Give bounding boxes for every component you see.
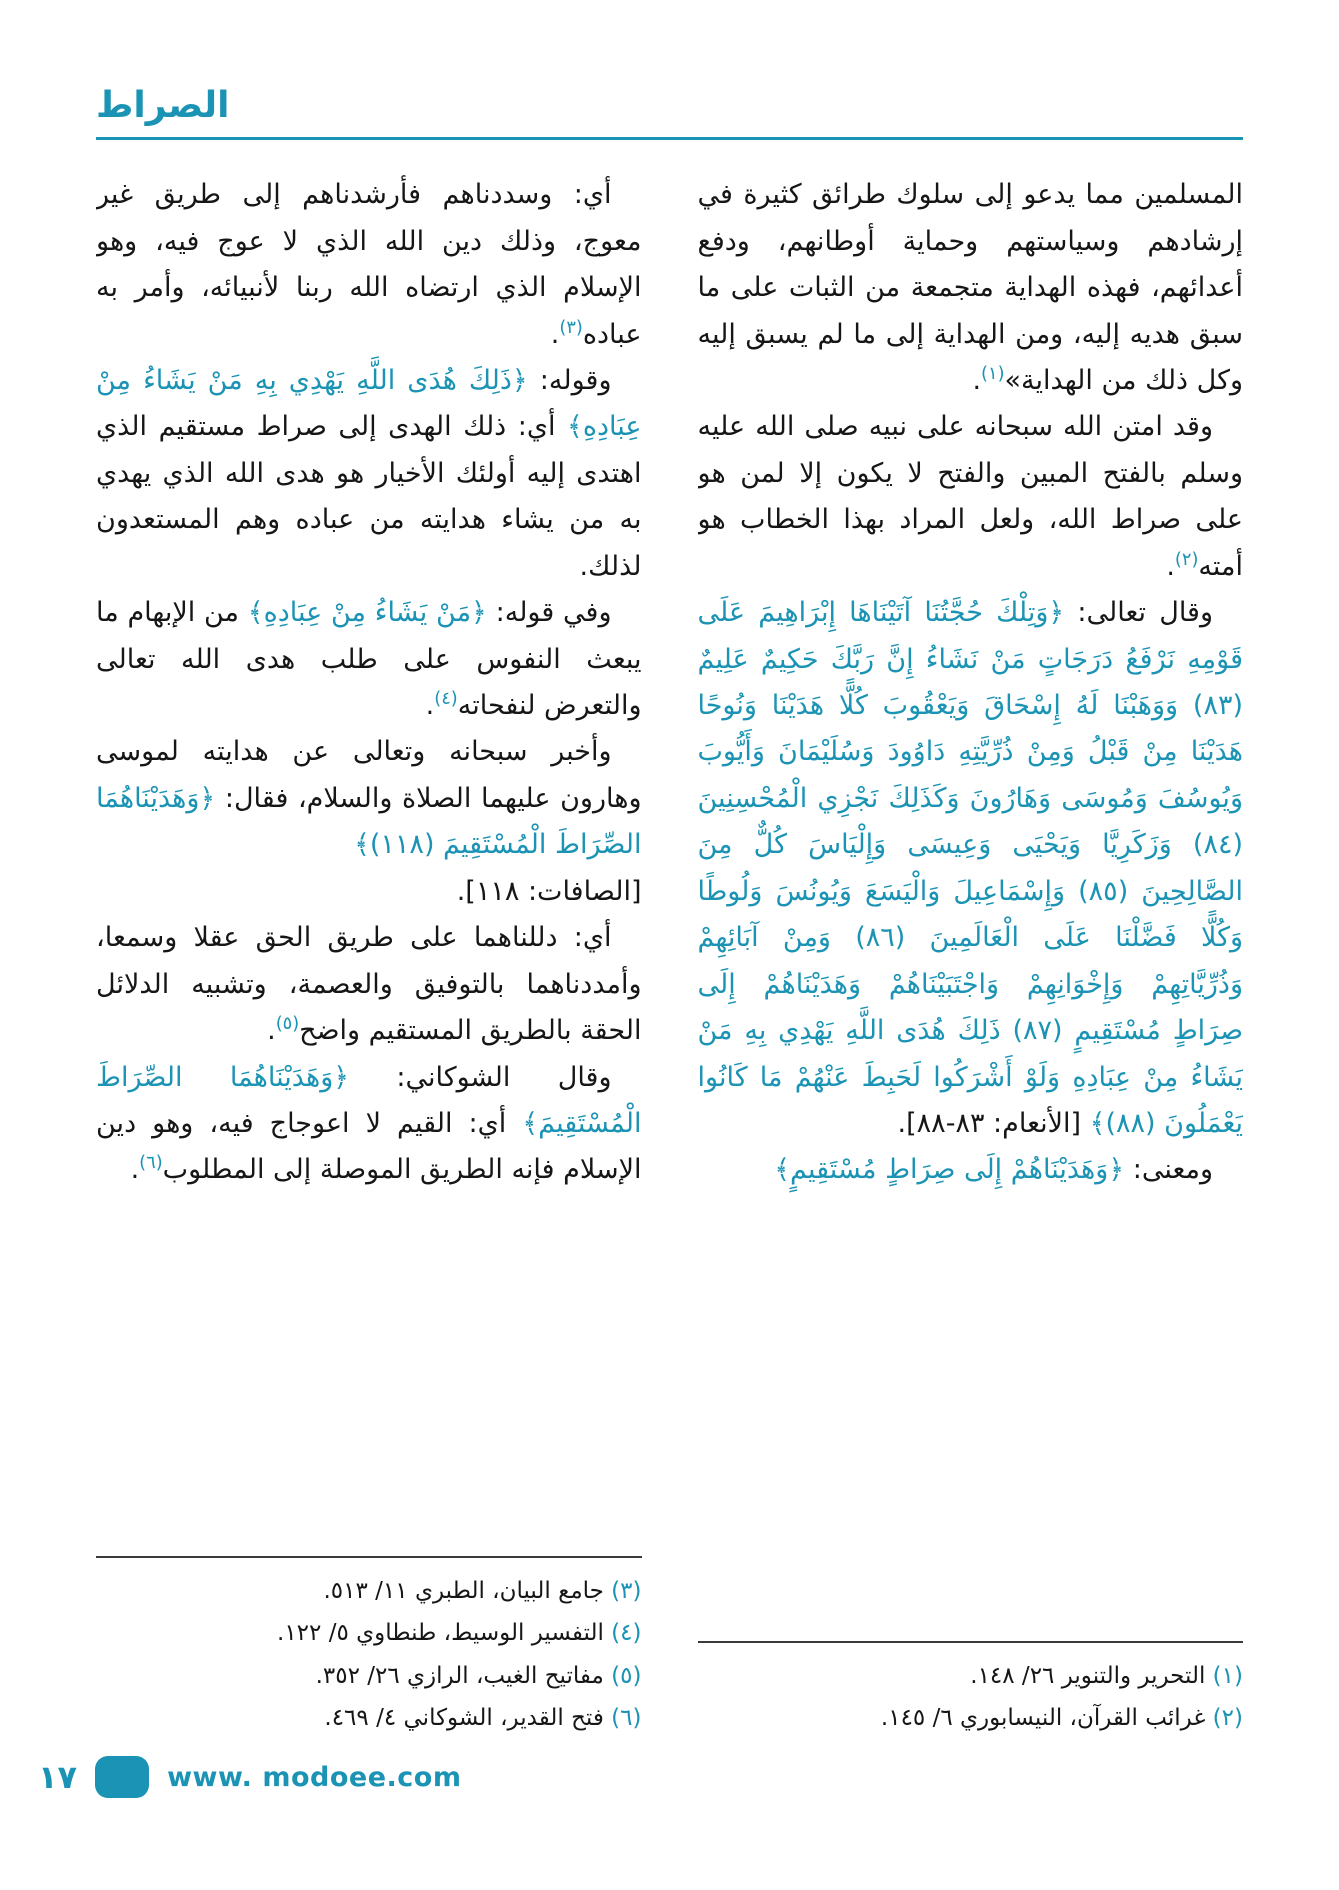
quran-text: ﴿ذَلِكَ هُدَى اللَّهِ يَهْدِي بِهِ مَنْ يَشَاءُ مِنْ عِبَادِهِ﴾ <box>96 364 642 443</box>
footnote-text: فتح القدير، الشوكاني ٤/ ٤٦٩. <box>324 1705 604 1732</box>
column-left <box>96 172 642 1740</box>
footnote-number: (٦) <box>603 1705 642 1732</box>
footnote-text: مفاتيح الغيب، الرازي ٢٦/ ٣٥٢. <box>315 1662 604 1689</box>
body-text: وقد امتن الله سبحانه على نبيه صلى الله عليه وسلم بالفتح المبين والفتح لا يكون إلا لمن هو على صراط الله، ولعل المراد بهذا الخطاب هو أمته <box>697 411 1243 582</box>
body-text: [الصافات: ١١٨]. <box>456 875 642 907</box>
footnote-number: (٣) <box>603 1577 642 1604</box>
footnote <box>698 1655 1244 1698</box>
footnotes-right <box>698 1637 1244 1740</box>
quran-text: ﴿وَهَدَيْنَاهُمَا الصِّرَاطَ الْمُسْتَقِيمَ (١١٨)﴾ <box>96 782 642 861</box>
body-text: . <box>130 1154 140 1186</box>
quran-text: ﴿مَنْ يَشَاءُ مِنْ عِبَادِهِ﴾ <box>247 597 487 629</box>
body-text: أي: وسددناهم فأرشدناهم إلى طريق غير معوج، وذلك دين الله الذي لا عوج فيه، وهو الإسلام الذي ارتضاه الله ربنا لأنبيائه، وأمر به عباده <box>96 179 642 350</box>
body-text: وقال الشوكاني: <box>349 1061 612 1093</box>
site-url: www. modoee.com <box>167 1761 462 1793</box>
footnote-text: التحرير والتنوير ٢٦/ ١٤٨. <box>970 1662 1206 1689</box>
paragraph <box>96 172 642 358</box>
page-header <box>96 84 1243 140</box>
body-text: . <box>550 318 560 350</box>
footnote-separator <box>96 1556 642 1558</box>
paragraph <box>698 1147 1244 1193</box>
footnote-ref: (٣) <box>559 316 583 338</box>
footnote-ref: (١) <box>981 362 1005 384</box>
page-header-title: الصراط <box>96 85 230 126</box>
column-right <box>698 172 1244 1740</box>
header-rule <box>96 137 1243 140</box>
paragraph <box>698 590 1244 1147</box>
body-text: وأخبر سبحانه وتعالى عن هدايته لموسى وهارون عليهما الصلاة والسلام، فقال: <box>96 736 642 814</box>
footnote-separator <box>698 1641 1244 1643</box>
body-text: من الإبهام ما يبعث النفوس على طلب هدى الله تعالى والتعرض لنفحاته <box>96 597 642 721</box>
page-footer <box>38 1756 461 1798</box>
body-text: ومعنى: <box>1124 1154 1213 1186</box>
paragraph <box>698 172 1244 404</box>
footnote-ref: (٤) <box>434 688 458 709</box>
text-columns <box>96 172 1243 1740</box>
footnote-number: (٤) <box>603 1620 642 1647</box>
body-text: وفي قوله: <box>486 597 612 629</box>
footnote-text: غرائب القرآن، النيسابوري ٦/ ١٤٥. <box>880 1705 1206 1732</box>
quran-text: ﴿وَهَدَيْنَاهُمَا الصِّرَاطَ الْمُسْتَقِيمَ﴾ <box>96 1061 642 1139</box>
paragraph <box>96 590 642 729</box>
paragraph <box>96 915 642 1054</box>
body-text: [الأنعام: ٨٣-٨٨]. <box>897 1107 1090 1139</box>
body-text: . <box>267 1015 276 1047</box>
page-number: ١٧ <box>38 1758 78 1796</box>
body-text: وقوله: <box>527 364 612 396</box>
footer-pill-ornament <box>95 1756 149 1798</box>
paragraph-list <box>698 172 1244 1194</box>
body-text: أي: دللناهما على طريق الحق عقلا وسمعا، وأمددناهما بالتوفيق والعصمة، وتشبيه الدلائل الحقة بالطريق المستقيم واضح <box>96 922 642 1047</box>
body-text: أي: القيم لا اعوجاج فيه، وهو دين الإسلام فإنه الطريق الموصلة إلى المطلوب <box>96 1107 642 1186</box>
quran-text: ﴿وَهَدَيْنَاهُمْ إِلَى صِرَاطٍ مُسْتَقِيمٍ﴾ <box>774 1154 1125 1186</box>
footnote-text: جامع البيان، الطبري ١١/ ٥١٣. <box>323 1577 604 1604</box>
body-text: . <box>972 364 982 396</box>
paragraph <box>96 869 642 915</box>
footnote-text: التفسير الوسيط، طنطاوي ٥/ ١٢٢. <box>277 1620 604 1647</box>
body-text: . <box>425 690 435 721</box>
body-text: . <box>1166 550 1175 582</box>
paragraph-list <box>96 172 642 1194</box>
footnote-list <box>698 1655 1244 1740</box>
footnote-ref: (٥) <box>275 1013 300 1035</box>
footnote-list <box>96 1570 642 1740</box>
footnote <box>96 1655 642 1698</box>
footnote-ref: (٦) <box>139 1152 163 1174</box>
footnote-ref: (٢) <box>1174 548 1199 570</box>
footnote <box>698 1697 1244 1740</box>
quran-text: ﴿وَتِلْكَ حُجَّتُنَا آتَيْنَاهَا إِبْرَاهِيمَ عَلَى قَوْمِهِ نَرْفَعُ دَرَجَاتٍ مَنْ نَشَاءُ إِنَّ رَبَّكَ حَكِيمٌ عَلِيمٌ (٨٣) وَوَهَبْنَا لَهُ إِسْحَاقَ وَيَعْقُوبَ كُلًّا هَدَيْنَا وَنُوحًا هَدَيْنَا مِنْ قَبْلُ وَمِنْ ذُرِّيَّتِهِ دَاوُودَ وَسُلَيْمَانَ وَأَيُّوبَ وَيُوسُفَ وَمُوسَى وَهَارُونَ وَكَذَلِكَ نَجْزِي الْمُحْسِنِينَ (٨٤) وَزَكَرِيَّا وَيَحْيَى وَعِيسَى وَإِلْيَاسَ كُلٌّ مِنَ الصَّالِحِينَ (٨٥) وَإِسْمَاعِيلَ وَالْيَسَعَ وَيُونُسَ وَلُوطًا وَكُلًّا فَضَّلْنَا عَلَى الْعَالَمِينَ (٨٦) وَمِنْ آبَائِهِمْ وَذُرِّيَّاتِهِمْ وَإِخْوَانِهِمْ وَاجْتَبَيْنَاهُمْ وَهَدَيْنَاهُمْ إِلَى صِرَاطٍ مُسْتَقِيمٍ (٨٧) ذَلِكَ هُدَى اللَّهِ يَهْدِي بِهِ مَنْ يَشَاءُ مِنْ عِبَادِهِ وَلَوْ أَشْرَكُوا لَحَبِطَ عَنْهُمْ مَا كَانُوا يَعْمَلُونَ (٨٨)﴾ <box>697 597 1243 1139</box>
footnote-number: (٥) <box>603 1662 642 1689</box>
footnote <box>96 1570 642 1613</box>
paragraph <box>698 404 1244 590</box>
body-text: أي: ذلك الهدى إلى صراط مستقيم الذي اهتدى إليه أولئك الأخيار هو هدى الله الذي يهدي به من يشاء هدايته من عباده وهم المستعدون لذلك. <box>96 411 642 582</box>
footnote-number: (٢) <box>1205 1705 1243 1732</box>
footnote-number: (١) <box>1205 1662 1243 1689</box>
footnotes-left <box>96 1552 642 1740</box>
footnote <box>96 1612 642 1655</box>
footnote <box>96 1697 642 1740</box>
body-text: وقال تعالى: <box>1064 597 1213 629</box>
paragraph <box>96 358 642 590</box>
paragraph <box>96 729 642 868</box>
body-text: المسلمين مما يدعو إلى سلوك طرائق كثيرة في إرشادهم وسياستهم وحماية أوطانهم، ودفع أعدائهم، فهذه الهداية متجمعة من الثبات على ما سبق هديه إليه، ومن الهداية إلى ما لم يسبق إليه وكل ذلك من الهداية» <box>697 179 1243 396</box>
paragraph <box>96 1055 642 1194</box>
